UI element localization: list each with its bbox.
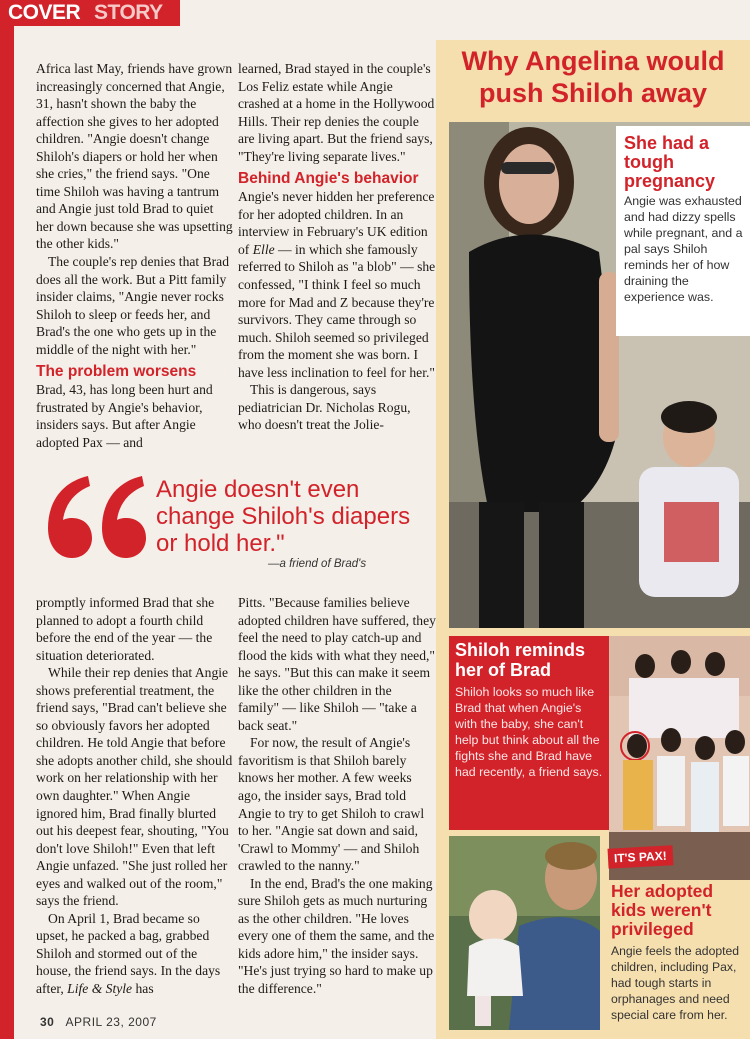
article-column-2 [238,60,436,434]
paragraph: For now, the result of Angie's favoritism is that Shiloh barely knows her mother. A few weeks ago, the insider says, Brad told Angie to try to get Shiloh to crawl to her. "Angie sat down and said, 'Crawl to Mommy' — and Shiloh crawled to the nanny." [238,735,425,874]
page-edge-rule [0,26,14,1039]
paragraph: learned, Brad stayed in the couple's Los Feliz estate while Angie crashed at a home in the Hollywood Hills. Their rep denies the couple are living apart. But the friend says, "They're living separate lives." [238,61,435,164]
section-banner [0,0,180,26]
pull-quote: Angie doesn't even change Shiloh's diapers or hold her." [156,476,411,557]
box-body: Shiloh looks so much like Brad that when Angie's with the baby, she can't help but think about all the fights she and Brad have had recently, a friend says. [455,685,603,779]
sidebar-box-reminds-of-brad [449,636,611,830]
subheading-behind-behavior: Behind Angie's behavior [238,170,419,188]
paragraph: While their rep denies that Angie shows preferential treatment, the friend says, "Brad can't believe she so obviously favors her adopted children. He told Angie that before she adopts another child, she should work on her relationship with her own daughter." When Angie ignored him, Brad finally blurted out his deepest fear, shouting, "You don't love Shiloh!" Even that left Angie unfazed. "She just rolled her eyes and walked out of the room," says the friend. [36,665,233,909]
sidebar-box-pregnancy [616,126,750,336]
article-column-4 [238,594,436,998]
sidebar-box-adopted-kids [611,882,747,1032]
box-body: Angie feels the adopted children, including Pax, had tough starts in orphanages and need special care from her. [611,944,740,1022]
page-number: 30 [40,1015,55,1029]
paragraph: promptly informed Brad that she planned to adopt a fourth child before the end of the year — the situation deteriorated. [36,595,215,663]
paragraph: In the end, Brad's the one making sure Shiloh gets as much nurturing as the other children. "He loves every one of them the same, and the kids adore him," the insider says. "He's just trying so hard to make up the difference." [238,875,435,997]
photo-brad-with-shiloh [449,836,600,1030]
box-title: She had a tough pregnancy [624,133,716,191]
paragraph: Brad, 43, has long been hurt and frustrated by Angie's behavior, insiders says. But after Angie adopted Pax — and [36,382,213,450]
magazine-title: Elle [252,241,275,257]
pull-quote-attribution: —a friend of Brad's [268,558,367,570]
paragraph: Angie's never hidden her preference for her adopted children. In an interview in February's UK edition of Elle — in which she famously referred to Shiloh as "a blob" — she confessed, "I think I feel so much more for Mad and Z because they're survivors. They came through so much. Shiloh seemed so privileged from the moment she was born. I have less inclination to feel for her." [238,189,436,380]
box-title: Shiloh reminds her of Brad [455,640,586,680]
box-title: Her adopted kids weren't privileged [611,881,714,939]
pax-label: IT'S PAX! [608,845,674,868]
photo-orphanage-children [609,636,750,880]
issue-date: APRIL 23, 2007 [65,1015,157,1029]
box-body: Angie was exhausted and had dizzy spells while pregnant, and a pal says Shiloh reminds her of how draining the experience was. [624,194,743,304]
magazine-title: Life & Style [67,981,133,997]
subheading-problem-worsens: The problem worsens [36,363,197,381]
section-word-story: STORY [94,1,163,24]
paragraph: Pitts. "Because families believe adopted children have suffered, they feel the need to play catch-up and flood the kids with what they need," he says. "But this can make it seem like the other children in the family" — like Shiloh — "take a back seat." [238,595,436,733]
paragraph: The couple's rep denies that Brad does all the work. But a Pitt family insider claims, "Angie never rocks Shiloh to sleep or feeds her, and Brad's the one who gets up in the middle of the night with her." [36,254,229,357]
article-column-3 [36,594,234,998]
page-footer [40,1015,157,1029]
quote-marks-icon [44,472,148,562]
paragraph: Africa last May, friends have grown increasingly concerned that Angie, 31, hasn't shown the baby the affection she gives to her adopted children. "Angie doesn't change Shiloh's diapers or hold her when she cries," the friend says. "One time Shiloh was having a tantrum and Angie just told Brad to quiet her down because she was upsetting the other kids." [36,61,233,252]
article-column-1 [36,60,234,451]
sidebar-title: Why Angelina would push Shiloh away [461,46,725,108]
paragraph: On April 1, Brad became so upset, he packed a bag, grabbed Shiloh and stormed out of the house, the friend says. In the days after, Life & Style has [36,910,221,997]
paragraph: This is dangerous, says pediatrician Dr. Nicholas Rogu, who doesn't treat the Jolie- [238,382,411,433]
section-word-cover: COVER [8,1,81,24]
